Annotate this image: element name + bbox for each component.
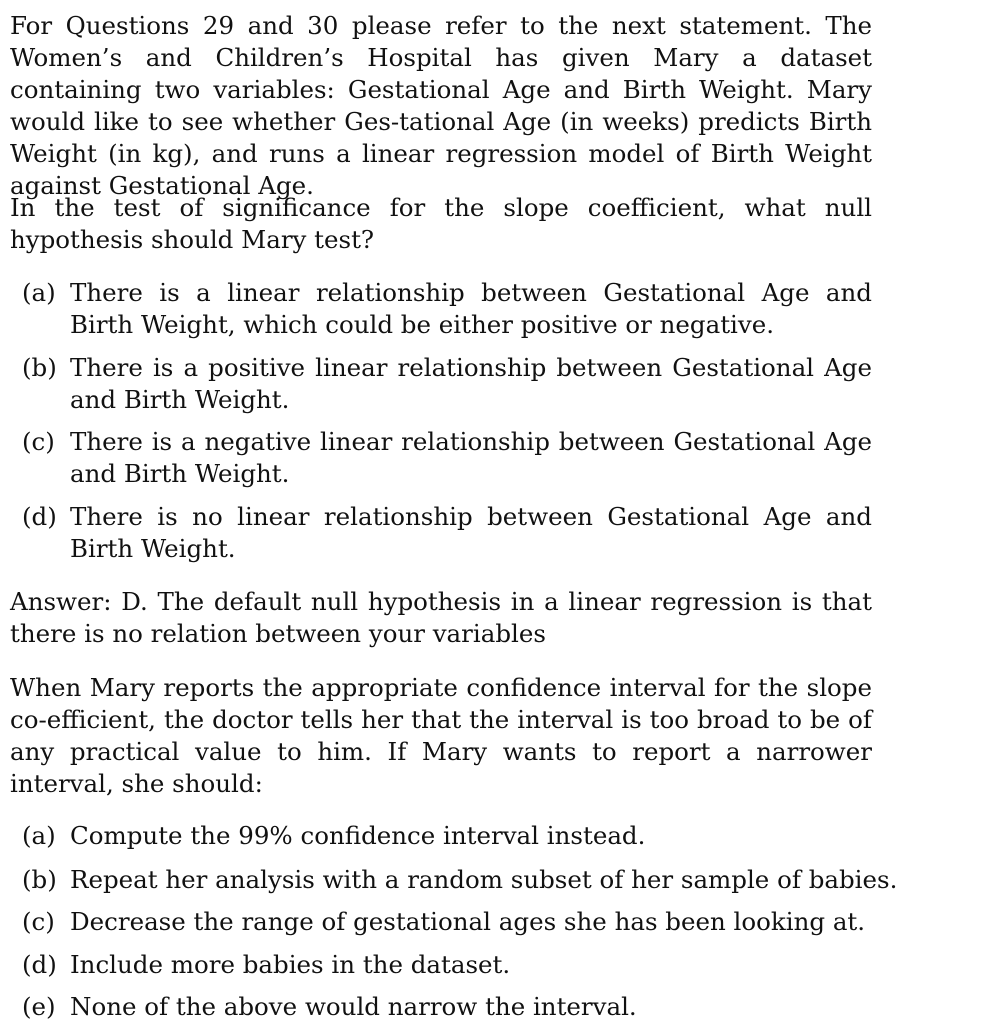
option-label: (c) xyxy=(22,427,55,456)
option-text: There is a linear relationship between Gestational Age and Birth Weight, which could be either positive or negative. xyxy=(70,278,872,339)
question-29-option-c xyxy=(22,426,872,490)
question-30-option-c xyxy=(22,906,872,938)
option-text: Decrease the range of gestational ages she has been looking at. xyxy=(70,907,866,936)
option-label: (b) xyxy=(22,865,57,894)
question-30-text: When Mary reports the appropriate confidence interval for the slope co-efficient, the doctor tells her that the interval is too broad to be of any practical value to him. If Mary wants to report a narrower interval, she should: xyxy=(10,673,872,798)
option-label: (d) xyxy=(22,502,57,531)
option-text: Include more babies in the dataset. xyxy=(70,950,511,979)
question-30-option-b xyxy=(22,864,898,896)
option-label: (a) xyxy=(22,821,56,850)
option-text: There is a positive linear relationship between Gestational Age and Birth Weight. xyxy=(70,353,872,414)
question-29-option-d xyxy=(22,501,872,565)
option-text: Compute the 99% confidence interval instead. xyxy=(70,821,646,850)
option-text: There is a negative linear relationship between Gestational Age and Birth Weight. xyxy=(70,427,872,488)
option-label: (a) xyxy=(22,278,56,307)
question-30-option-a xyxy=(22,820,872,852)
question-29-option-b xyxy=(22,352,872,416)
option-text: None of the above would narrow the interval. xyxy=(70,992,637,1021)
question-29-answer: Answer: D. The default null hypothesis in a linear regression is that there is no relation between your variables xyxy=(10,587,872,648)
option-text: There is no linear relationship between Gestational Age and Birth Weight. xyxy=(70,502,872,563)
intro-statement: For Questions 29 and 30 please refer to the next statement. The Women’s and Children’s Hospital has given Mary a dataset containing two variables: Gestational Age and Birth Weight. Mary would like to see whether Ges-tational Age (in weeks) predicts Birth Weight (in kg), and runs a linear regression model of Birth Weight against Gestational Age. xyxy=(10,11,872,200)
question-29-text: In the test of significance for the slope coefficient, what null hypothesis should Mary test? xyxy=(10,193,872,254)
option-text: Repeat her analysis with a random subset of her sample of babies. xyxy=(70,865,898,894)
option-label: (b) xyxy=(22,353,57,382)
question-30-option-e xyxy=(22,991,872,1023)
question-29-option-a xyxy=(22,277,872,341)
option-label: (d) xyxy=(22,950,57,979)
question-30-option-d xyxy=(22,949,872,981)
option-label: (e) xyxy=(22,992,56,1021)
option-label: (c) xyxy=(22,907,55,936)
